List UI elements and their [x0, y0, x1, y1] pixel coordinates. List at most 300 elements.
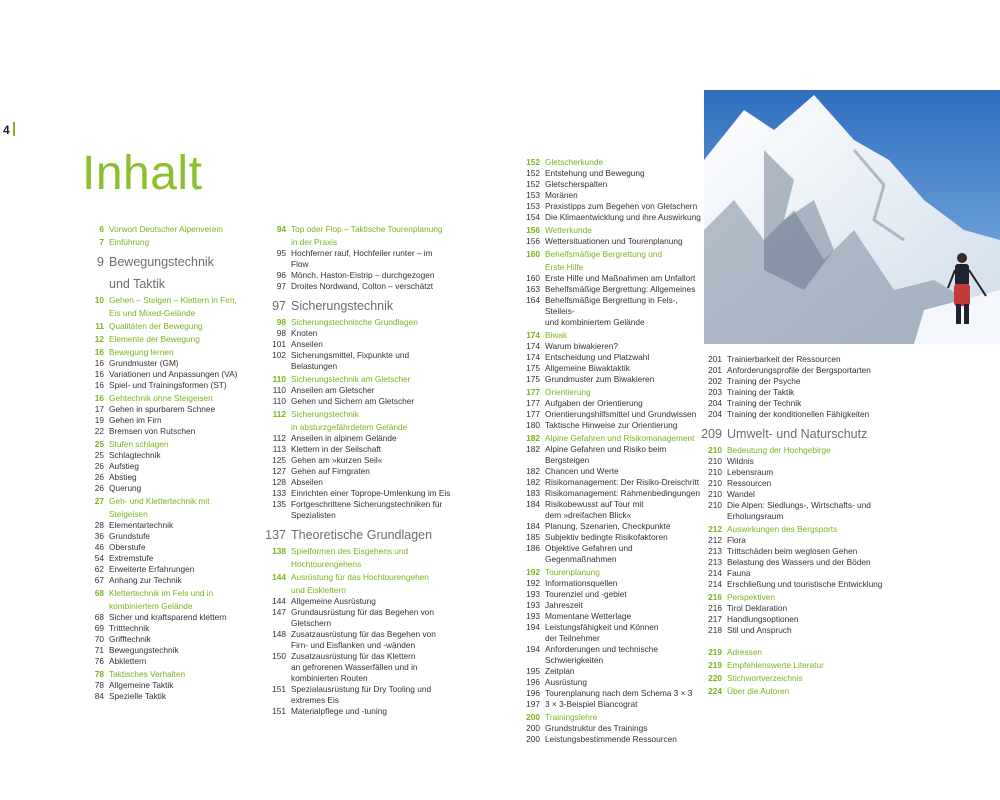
toc-entry-title: Grundmuster zum Biwakieren: [545, 374, 655, 384]
toc-chapter-entry: [264, 317, 452, 328]
toc-entry: [82, 415, 264, 426]
toc-entry-title: Abseilen: [291, 477, 323, 487]
toc-entry: [518, 499, 704, 510]
toc-entry-title: Alpine Gefahren und Risikomanagement: [545, 433, 695, 443]
toc-entry-title: Behelfsmäßige Bergrettung und: [545, 249, 663, 259]
toc-chapter-entry: [264, 422, 452, 433]
toc-page-number: 112: [272, 433, 286, 443]
toc-entry-title: Allgemeine Ausrüstung: [291, 596, 376, 606]
toc-page-number: 9: [97, 255, 104, 269]
toc-entry: [264, 281, 452, 292]
toc-page-number: 148: [272, 629, 286, 639]
toc-chapter-entry: [700, 592, 900, 603]
toc-entry-title: Stufen schlagen: [109, 439, 169, 449]
toc-page-number: 210: [708, 467, 722, 477]
toc-entry: [700, 467, 900, 478]
toc-entry-title: Spielformen des Eisgehens und: [291, 546, 409, 556]
toc-entry: [518, 295, 704, 317]
toc-entry: [264, 629, 452, 640]
toc-page-number: 101: [272, 339, 286, 349]
toc-page-number: 152: [526, 179, 540, 189]
toc-entry: [518, 212, 704, 223]
toc-page-number: [264, 618, 291, 629]
toc-page-number: 193: [526, 589, 540, 599]
toc-entry-title: Wettersituationen und Tourenplanung: [545, 236, 683, 246]
toc-entry-title: Objektive Gefahren und Gegenmaßnahmen: [545, 543, 633, 564]
toc-entry-title: Risikomanagement: Rahmenbedingungen: [545, 488, 700, 498]
toc-entry: [518, 190, 704, 201]
toc-entry: [518, 600, 704, 611]
toc-chapter-entry: [264, 546, 452, 557]
toc-page-number: 182: [526, 433, 540, 443]
toc-page-number: 27: [94, 496, 104, 506]
toc-entry-title: Bewegungstechnik: [109, 645, 179, 655]
toc-chapter-entry: [700, 686, 900, 697]
toc-page-number: 194: [526, 622, 540, 632]
toc-page-number: [264, 422, 291, 433]
toc-page-number: 174: [526, 352, 540, 362]
toc-chapter-entry: [264, 572, 452, 583]
toc-entry-title: Einrichten einer Toprope-Umlenkung im Eis: [291, 488, 451, 498]
toc-page-number: 26: [94, 461, 104, 471]
toc-entry: [518, 677, 704, 688]
toc-entry: [518, 666, 704, 677]
toc-entry-title: Allgemeine Biwaktaktik: [545, 363, 630, 373]
toc-page-number: 210: [708, 489, 722, 499]
toc-entry-title: Momentane Wetterlage: [545, 611, 632, 621]
toc-chapter-entry: [518, 712, 704, 723]
toc-page-number: 182: [526, 466, 540, 476]
toc-page-number: 10: [94, 295, 104, 305]
toc-entry: [518, 611, 704, 622]
toc-page-number: [264, 510, 291, 521]
toc-page-number: 152: [526, 157, 540, 167]
toc-page-number: 195: [526, 666, 540, 676]
toc-entry: [264, 662, 452, 673]
toc-entry-title: Geh- und Klettertechnik mit: [109, 496, 210, 506]
toc-page-number: 177: [526, 409, 540, 419]
toc-page-number: 150: [272, 651, 286, 661]
toc-entry: [518, 363, 704, 374]
toc-entry: [518, 723, 704, 734]
toc-entry: [700, 603, 900, 614]
toc-entry: [82, 691, 264, 702]
toc-entry-title: Gehen auf Firngraten: [291, 466, 370, 476]
toc-entry-title: Bremsen von Rutschen: [109, 426, 196, 436]
toc-entry: [518, 521, 704, 532]
toc-entry-title: Mönch, Haston-Eistrip – durchgezogen: [291, 270, 435, 280]
toc-entry: [264, 684, 452, 695]
toc-entry-title: Extremstufe: [109, 553, 154, 563]
toc-entry: [518, 655, 704, 666]
toc-entry: [700, 365, 900, 376]
toc-entry: [264, 433, 452, 444]
toc-entry: [264, 706, 452, 717]
toc-entry-title: Taktische Hinweise zur Orientierung: [545, 420, 678, 430]
toc-entry-title: Anforderungen und technische: [545, 644, 659, 654]
toc-page-number: 213: [708, 557, 722, 567]
toc-entry-title: Gehen in spurbarem Schnee: [109, 404, 216, 414]
toc-entry-title: Eis und Mixed-Gelände: [109, 308, 196, 318]
toc-page-number: 192: [526, 567, 540, 577]
toc-entry: [264, 339, 452, 350]
toc-page-number: [82, 509, 109, 520]
toc-entry-title: Orientierungshilfsmittel und Grundwissen: [545, 409, 697, 419]
toc-entry-title: Firn- und Eisflanken und -wänden: [291, 640, 416, 650]
toc-page-number: 16: [94, 347, 104, 357]
toc-entry-title: Belastung des Wassers und der Böden: [727, 557, 871, 567]
toc-entry-title: Flora: [727, 535, 746, 545]
toc-chapter-entry: [82, 393, 264, 404]
toc-entry-title: Steigeisen: [109, 509, 148, 519]
toc-page-number: 7: [99, 237, 104, 247]
toc-chapter-entry: [700, 524, 900, 535]
toc-entry: [700, 500, 900, 511]
toc-page-number: 177: [526, 398, 540, 408]
toc-page-number: 193: [526, 600, 540, 610]
toc-page-number: 26: [94, 483, 104, 493]
toc-page-number: [82, 601, 109, 612]
toc-page-number: 212: [708, 535, 722, 545]
toc-page-number: 185: [526, 532, 540, 542]
toc-entry: [82, 575, 264, 586]
toc-page-number: 154: [526, 212, 540, 222]
toc-entry: [700, 354, 900, 365]
toc-column-2: [264, 222, 452, 717]
toc-entry: [82, 531, 264, 542]
toc-entry-title: Planung, Szenarien, Checkpunkte: [545, 521, 671, 531]
toc-page-number: 97: [272, 299, 286, 313]
toc-entry-title: Gletscherspalten: [545, 179, 608, 189]
toc-entry-title: und Taktik: [109, 277, 166, 291]
toc-page-number: 194: [526, 644, 540, 654]
toc-entry: [700, 546, 900, 557]
toc-entry-title: Klettern in der Seilschaft: [291, 444, 381, 454]
toc-entry-title: Tourenziel und -gebiet: [545, 589, 627, 599]
toc-chapter-entry: [82, 509, 264, 520]
toc-chapter-entry: [700, 445, 900, 456]
toc-chapter-entry: [82, 669, 264, 680]
toc-page-number: [700, 511, 727, 522]
toc-entry-title: Abstieg: [109, 472, 137, 482]
toc-section-heading: [700, 427, 900, 442]
toc-entry-title: Risikomanagement: Der Risiko-Dreischritt: [545, 477, 699, 487]
toc-entry-title: Perspektiven: [727, 592, 775, 602]
toc-entry-title: Abklettern: [109, 656, 147, 666]
toc-entry: [518, 409, 704, 420]
toc-entry: [518, 543, 704, 565]
toc-chapter-entry: [518, 157, 704, 168]
toc-entry-title: Trainingslehre: [545, 712, 598, 722]
toc-page-number: 153: [526, 190, 540, 200]
toc-page-number: 160: [526, 249, 540, 259]
toc-entry-title: Leistungsbestimmende Ressourcen: [545, 734, 677, 744]
toc-entry-title: Erschließung und touristische Entwicklung: [727, 579, 883, 589]
toc-entry: [264, 396, 452, 407]
toc-entry: [518, 398, 704, 409]
toc-page-number: 25: [94, 439, 104, 449]
toc-page-number: 164: [526, 295, 540, 305]
toc-entry-title: Anforderungsprofile der Bergsportarten: [727, 365, 871, 375]
toc-page-number: 125: [272, 455, 286, 465]
toc-entry: [518, 578, 704, 589]
toc-page-number: 214: [708, 568, 722, 578]
toc-entry: [518, 488, 704, 499]
toc-entry-title: Elemente der Bewegung: [109, 334, 200, 344]
toc-chapter-entry: [264, 374, 452, 385]
toc-page-number: 200: [526, 734, 540, 744]
toc-page-number: 144: [272, 596, 286, 606]
toc-page-number: 175: [526, 374, 540, 384]
toc-entry-title: Bewegung lernen: [109, 347, 174, 357]
toc-entry: [82, 634, 264, 645]
toc-entry: [700, 614, 900, 625]
toc-chapter-entry: [264, 409, 452, 420]
toc-entry-title: Qualitäten der Bewegung: [109, 321, 203, 331]
toc-entry-title: extremes Eis: [291, 695, 339, 705]
toc-entry-title: Training der konditionellen Fähigkeiten: [727, 409, 870, 419]
toc-entry: [82, 380, 264, 391]
toc-page-number: 203: [708, 387, 722, 397]
toc-entry: [518, 633, 704, 644]
toc-entry-title: 3 × 3-Beispiel Biancograt: [545, 699, 638, 709]
toc-entry-title: kombinierten Routen: [291, 673, 368, 683]
toc-page-number: 196: [526, 688, 540, 698]
toc-entry-title: Empfehlenswerte Literatur: [727, 660, 824, 670]
toc-entry-title: Grundmuster (GM): [109, 358, 179, 368]
toc-page-number: 11: [95, 321, 104, 331]
toc-page-number: 78: [94, 680, 104, 690]
toc-chapter-entry: [700, 673, 900, 684]
toc-page-number: 183: [526, 488, 540, 498]
toc-page-number: 180: [526, 420, 540, 430]
toc-entry-title: Alpine Gefahren und Risiko beim: [545, 444, 667, 454]
toc-entry-title: Sicherungstechnik: [291, 299, 394, 313]
toc-page-number: [518, 317, 545, 328]
toc-entry: [264, 455, 452, 466]
toc-page-number: 98: [276, 317, 286, 327]
toc-page-number: 200: [526, 723, 540, 733]
toc-chapter-entry: [518, 567, 704, 578]
toc-chapter-entry: [700, 647, 900, 658]
toc-entry-title: Training der Technik: [727, 398, 802, 408]
toc-entry: [82, 564, 264, 575]
toc-entry-title: Vorwort Deutscher Alpenverein: [109, 224, 223, 234]
toc-entry-title: Wandel: [727, 489, 755, 499]
toc-entry-title: Variationen und Anpassungen (VA): [109, 369, 238, 379]
toc-entry-title: Gehen – Steigen – Klettern in Firn,: [109, 295, 237, 305]
toc-entry-title: Spezialisten: [291, 510, 336, 520]
toc-entry-title: Fortgeschrittene Sicherungstechniken für: [291, 499, 443, 509]
toc-entry-title: Tritttechnik: [109, 623, 150, 633]
toc-entry: [264, 477, 452, 488]
toc-entry-title: Allgemeine Taktik: [109, 680, 174, 690]
toc-page-number: 202: [708, 376, 722, 386]
toc-entry-title: Anhang zur Technik: [109, 575, 182, 585]
toc-entry: [518, 341, 704, 352]
toc-page-number: [264, 640, 291, 651]
toc-entry-title: Training der Taktik: [727, 387, 795, 397]
toc-entry: [518, 532, 704, 543]
toc-chapter-entry: [518, 225, 704, 236]
toc-chapter-entry: [518, 249, 704, 260]
toc-chapter-entry: [82, 439, 264, 450]
toc-page-number: 182: [526, 477, 540, 487]
toc-page-number: 135: [272, 499, 286, 509]
toc-entry-title: Anseilen in alpinem Gelände: [291, 433, 397, 443]
toc-entry: [82, 450, 264, 461]
toc-entry: [518, 466, 704, 477]
toc-column-1: [82, 222, 264, 702]
toc-page-number: 200: [526, 712, 540, 722]
toc-entry: [82, 426, 264, 437]
toc-entry-title: Biwak: [545, 330, 568, 340]
toc-entry-title: Behelfsmäßige Bergrettung in Fels-, Steileis-: [545, 295, 678, 316]
toc-entry-title: Einführung: [109, 237, 150, 247]
toc-entry: [264, 248, 452, 270]
toc-page-number: 25: [94, 450, 104, 460]
toc-page-number: 16: [94, 380, 104, 390]
toc-page-number: 128: [272, 477, 286, 487]
toc-column-3: [518, 155, 704, 745]
toc-page-number: 218: [708, 625, 722, 635]
toc-page-number: 219: [708, 647, 722, 657]
toc-entry-title: in der Praxis: [291, 237, 338, 247]
toc-entry-title: Tourenplanung nach dem Schema 3 × 3: [545, 688, 693, 698]
toc-page-number: 174: [526, 330, 540, 340]
toc-entry: [518, 420, 704, 431]
toc-page-number: 204: [708, 409, 722, 419]
toc-entry: [264, 499, 452, 510]
toc-entry-title: Sicherungstechnik am Gletscher: [291, 374, 411, 384]
toc-page-number: 144: [272, 572, 286, 582]
toc-entry-title: Sicherungstechnik: [291, 409, 359, 419]
toc-spacer: [700, 636, 900, 645]
toc-page-number: 16: [94, 358, 104, 368]
toc-page-number: [264, 585, 291, 596]
toc-entry: [264, 328, 452, 339]
toc-entry-title: Oberstufe: [109, 542, 146, 552]
mountain-photo: [704, 90, 1000, 344]
toc-page-number: 110: [272, 385, 286, 395]
toc-page-number: 113: [272, 444, 286, 454]
toc-page-number: 182: [526, 444, 540, 454]
toc-entry: [700, 568, 900, 579]
toc-entry-title: Umwelt- und Naturschutz: [727, 427, 868, 441]
toc-entry: [518, 699, 704, 710]
toc-entry-title: Spezielle Taktik: [109, 691, 167, 701]
toc-entry-title: Stichwortverzeichnis: [727, 673, 803, 683]
toc-entry-title: Wildnis: [727, 456, 754, 466]
toc-entry-title: Hochtourengehens: [291, 559, 362, 569]
toc-page-number: 204: [708, 398, 722, 408]
toc-entry: [518, 444, 704, 455]
toc-entry-title: Zeitplan: [545, 666, 575, 676]
toc-page-number: 153: [526, 201, 540, 211]
toc-entry-title: Sicherungsmittel, Fixpunkte und Belastungen: [291, 350, 410, 371]
toc-entry-title: Entscheidung und Platzwahl: [545, 352, 650, 362]
toc-page-number: 160: [526, 273, 540, 283]
toc-page-number: 196: [526, 677, 540, 687]
toc-entry: [82, 404, 264, 415]
toc-page-number: 26: [94, 472, 104, 482]
toc-page-number: 219: [708, 660, 722, 670]
toc-entry: [82, 542, 264, 553]
toc-entry: [518, 201, 704, 212]
toc-entry: [518, 734, 704, 745]
toc-entry-title: Erholungsraum: [727, 511, 784, 521]
toc-section-heading: [82, 277, 264, 292]
toc-entry-title: Spezialausrüstung für Dry Tooling und: [291, 684, 432, 694]
toc-entry-title: Bewegungstechnik: [109, 255, 214, 269]
toc-chapter-entry: [82, 334, 264, 345]
toc-entry-title: Orientierung: [545, 387, 591, 397]
toc-entry: [700, 557, 900, 568]
toc-entry-title: Fauna: [727, 568, 751, 578]
toc-page-number: 95: [276, 248, 286, 258]
toc-page-number: 46: [94, 542, 104, 552]
toc-page-number: [82, 308, 109, 319]
toc-page-number: 210: [708, 478, 722, 488]
toc-entry-title: Erweiterte Erfahrungen: [109, 564, 195, 574]
toc-entry-title: Grifftechnik: [109, 634, 151, 644]
toc-entry-title: und Eisklettern: [291, 585, 346, 595]
toc-page-number: 184: [526, 521, 540, 531]
toc-chapter-entry: [264, 559, 452, 570]
toc-page-number: 69: [94, 623, 104, 633]
toc-entry-title: Klettertechnik im Fels und in: [109, 588, 214, 598]
toc-page-number: [264, 559, 291, 570]
toc-page-number: 102: [272, 350, 286, 360]
toc-page-number: 210: [708, 456, 722, 466]
toc-entry-title: Grundstufe: [109, 531, 151, 541]
toc-entry: [82, 472, 264, 483]
toc-chapter-entry: [518, 330, 704, 341]
toc-page-number: [518, 455, 545, 466]
toc-entry: [700, 376, 900, 387]
toc-entry-title: Ressourcen: [727, 478, 772, 488]
toc-entry-title: Zusatzausrüstung für das Klettern: [291, 651, 416, 661]
toc-entry-title: Zusatzausrüstung für das Begehen von: [291, 629, 436, 639]
toc-entry-title: Top oder Flop – Taktische Tourenplanung: [291, 224, 443, 234]
toc-entry: [518, 284, 704, 295]
toc-page-number: 193: [526, 611, 540, 621]
toc-entry: [264, 673, 452, 684]
toc-entry-title: Tourenplanung: [545, 567, 600, 577]
toc-column-4: [700, 354, 900, 697]
toc-entry-title: Gehtechnik ohne Steigeisen: [109, 393, 213, 403]
toc-entry-title: Tirol Deklaration: [727, 603, 788, 613]
toc-entry: [82, 645, 264, 656]
toc-entry: [518, 589, 704, 600]
toc-entry-title: Droites Nordwand, Colton – verschätzt: [291, 281, 434, 291]
toc-entry-title: Erste Hilfe: [545, 262, 584, 272]
toc-entry: [82, 369, 264, 380]
toc-section-heading: [264, 299, 452, 314]
toc-entry-title: Handlungsoptionen: [727, 614, 799, 624]
toc-entry-title: Behelfsmäßige Bergrettung: Allgemeines: [545, 284, 696, 294]
toc-entry-title: Subjektiv bedingte Risikofaktoren: [545, 532, 668, 542]
toc-entry-title: Jahreszeit: [545, 600, 583, 610]
toc-entry-title: Bergsteigen: [545, 455, 590, 465]
toc-chapter-entry: [264, 224, 452, 235]
toc-entry-title: Risikobewusst auf Tour mit: [545, 499, 644, 509]
toc-entry: [700, 489, 900, 500]
toc-page-number: 152: [526, 168, 540, 178]
toc-entry-title: Anseilen: [291, 339, 323, 349]
toc-entry-title: Theoretische Grundlagen: [291, 528, 433, 542]
toc-page-number: 197: [526, 699, 540, 709]
